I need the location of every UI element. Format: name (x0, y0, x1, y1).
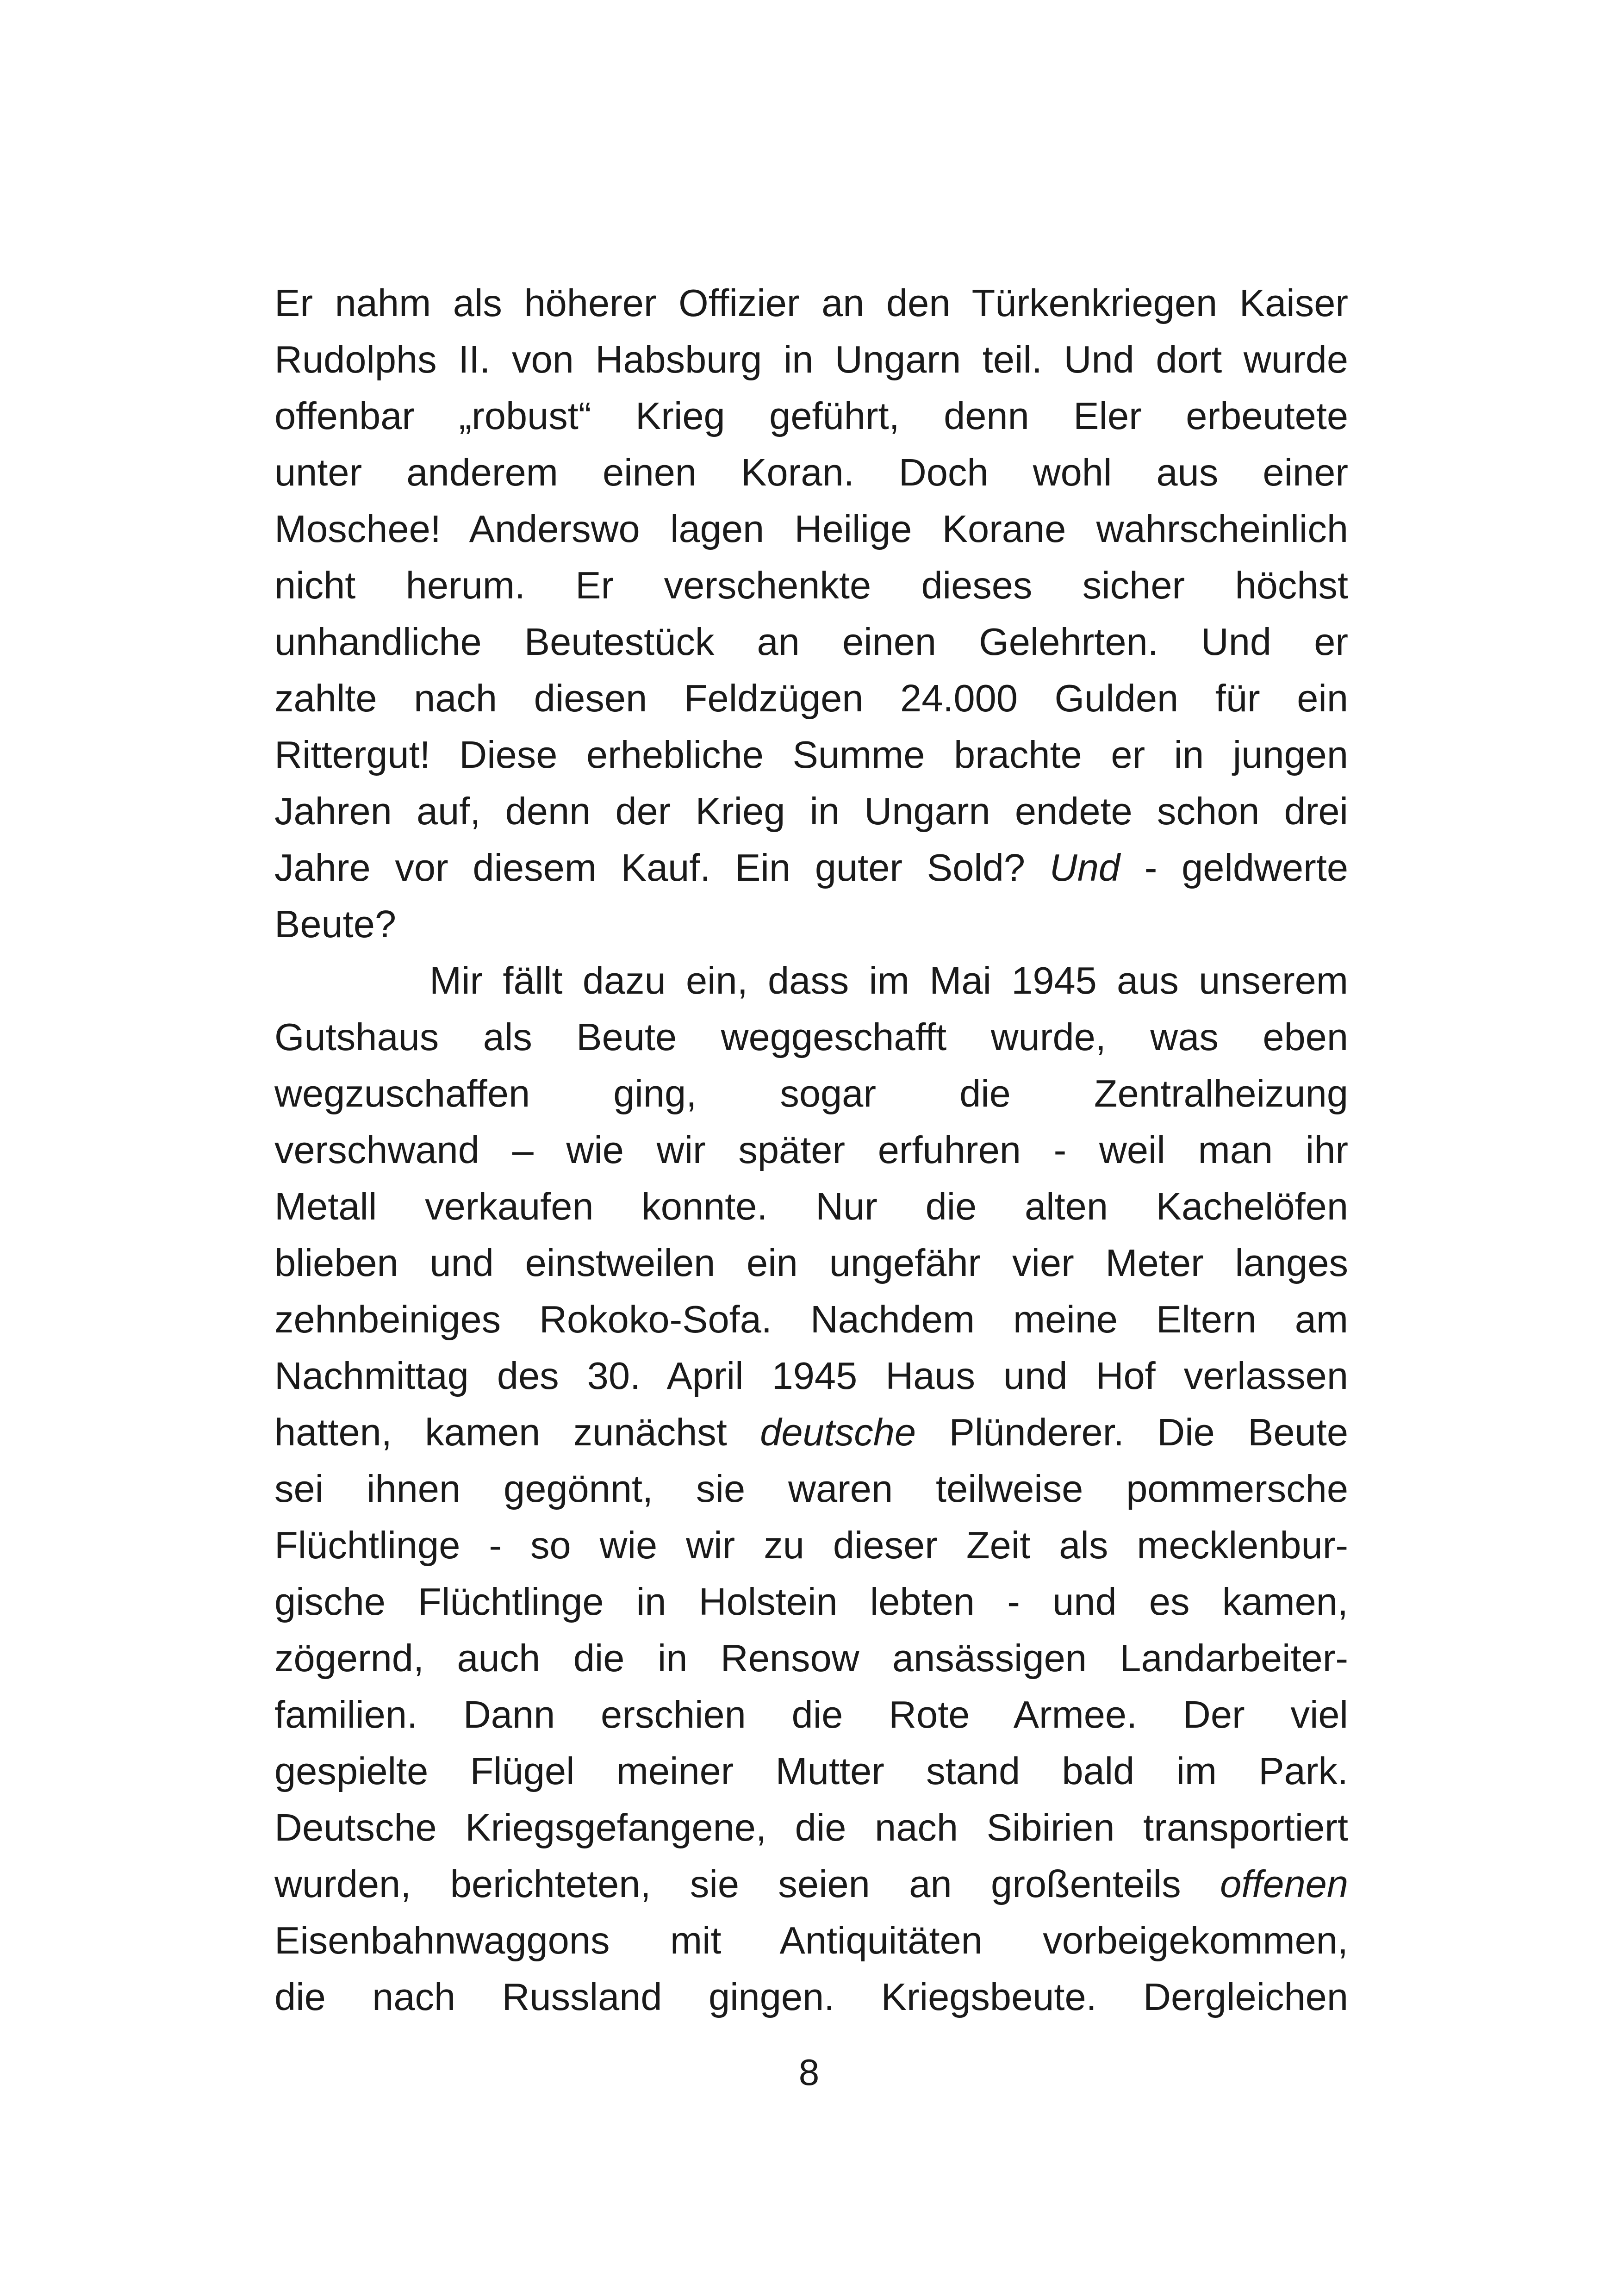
text-line: verschwand – wie wir später erfuhren - weil man ihr (274, 1128, 1348, 1171)
text-line: Flüchtlinge - so wie wir zu dieser Zeit als mecklenbur- (274, 1524, 1348, 1567)
text-run: Plünderer. Die Beute (916, 1411, 1348, 1454)
text-line: Eisenbahnwaggons mit Antiquitäten vorbeigekommen, (274, 1919, 1348, 1962)
text-line: zögernd, auch die in Rensow ansässigen Landarbeiter- (274, 1636, 1348, 1680)
body-text (274, 275, 1348, 2025)
italic-emphasis: offenen (1220, 1862, 1348, 1905)
text-line: Rittergut! Diese erhebliche Summe brachte er in jungen (274, 733, 1348, 776)
text-line (274, 1856, 1348, 1912)
text-line: offenbar „robust“ Krieg geführt, denn Eler erbeutete (274, 394, 1348, 437)
text-line (274, 1404, 1348, 1461)
text-line: zehnbeiniges Rokoko-Sofa. Nachdem meine Eltern am (274, 1298, 1348, 1341)
text-line: Deutsche Kriegsgefangene, die nach Sibirien transportiert (274, 1806, 1348, 1849)
text-line: Er nahm als höherer Offizier an den Türkenkriegen Kaiser (274, 281, 1348, 324)
italic-emphasis: deutsche (760, 1411, 916, 1454)
text-run: hatten, kamen zunächst (274, 1411, 760, 1454)
text-line: sei ihnen gegönnt, sie waren teilweise pommersche (274, 1467, 1348, 1510)
page-number: 8 (798, 2052, 820, 2093)
text-line: Gutshaus als Beute weggeschafft wurde, was eben (274, 1015, 1348, 1058)
text-line: wegzuschaffen ging, sogar die Zentralheizung (274, 1072, 1348, 1115)
text-line: unhandliche Beutestück an einen Gelehrten. Und er (274, 620, 1348, 663)
text-line: Mir fällt dazu ein, dass im Mai 1945 aus unserem (429, 959, 1348, 1002)
text-line: unter anderem einen Koran. Doch wohl aus einer (274, 451, 1348, 494)
text-line: familien. Dann erschien die Rote Armee. Der viel (274, 1693, 1348, 1736)
text-line: Jahren auf, denn der Krieg in Ungarn endete schon drei (274, 790, 1348, 833)
text-run: wurden, berichteten, sie seien an großenteils (274, 1862, 1220, 1905)
text-line: Beute? (274, 902, 397, 946)
italic-emphasis: Und (1049, 846, 1120, 889)
text-line (274, 840, 1348, 896)
text-line: Nachmittag des 30. April 1945 Haus und Hof verlassen (274, 1354, 1348, 1397)
text-run: - geldwerte (1120, 846, 1348, 889)
text-line: gische Flüchtlinge in Holstein lebten - und es kamen, (274, 1580, 1348, 1623)
text-line: zahlte nach diesen Feldzügen 24.000 Gulden für ein (274, 677, 1348, 720)
text-line: Rudolphs II. von Habsburg in Ungarn teil. Und dort wurde (274, 338, 1348, 381)
text-run: Jahre vor diesem Kauf. Ein guter Sold? (274, 846, 1050, 889)
text-line: nicht herum. Er verschenkte dieses sicher höchst (274, 564, 1348, 607)
text-line: Metall verkaufen konnte. Nur die alten Kachelöfen (274, 1185, 1348, 1228)
text-line: blieben und einstweilen ein ungefähr vier Meter langes (274, 1241, 1348, 1284)
text-line: die nach Russland gingen. Kriegsbeute. Dergleichen (274, 1975, 1348, 2018)
text-line: Moschee! Anderswo lagen Heilige Korane wahrscheinlich (274, 507, 1348, 550)
text-line: gespielte Flügel meiner Mutter stand bald im Park. (274, 1749, 1348, 1792)
